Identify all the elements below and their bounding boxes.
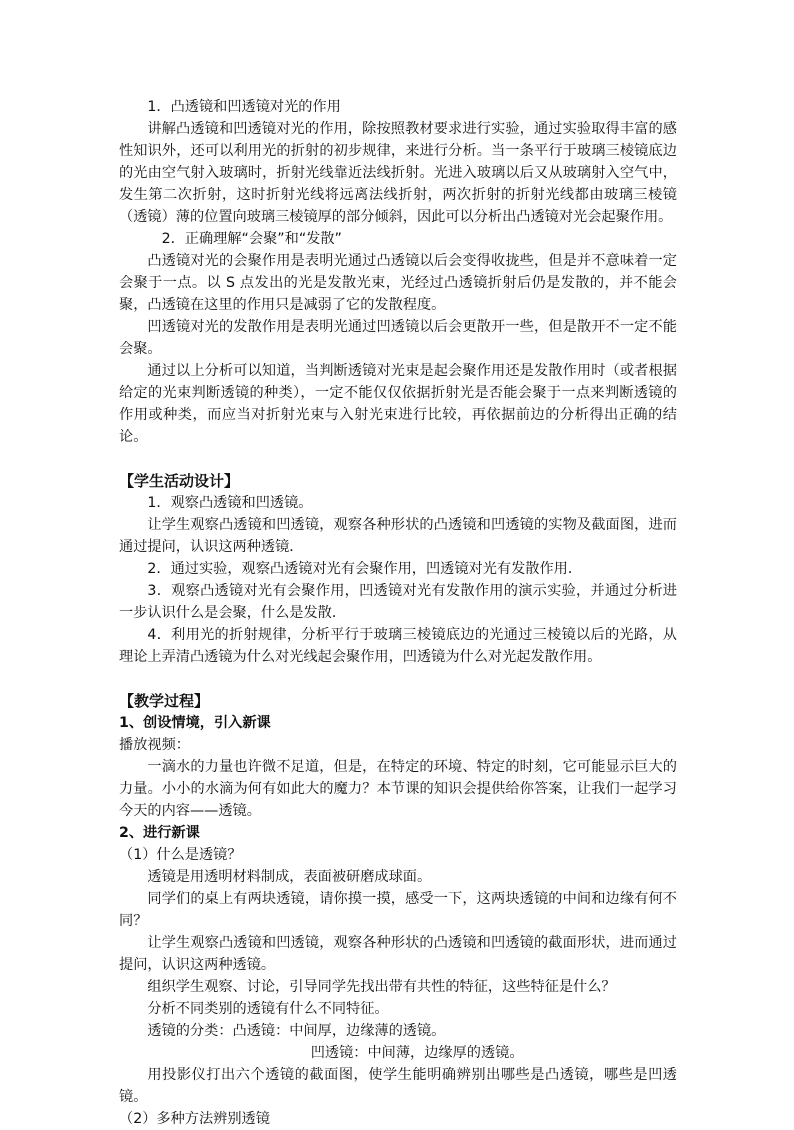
video-label: 播放视频：	[119, 737, 190, 753]
item2-title: 2．正确理解“会聚”和“发散”	[161, 231, 342, 247]
question-1: （1）什么是透镜？	[119, 847, 242, 863]
section-1-title: 1、创设情境，引入新课	[119, 715, 271, 731]
activity-heading: 【学生活动设计】	[119, 472, 240, 490]
lens-definition: 透镜是用透明材料制成，表面被研磨成球面。	[147, 869, 432, 885]
item1-paragraph: 讲解凸透镜和凹透镜对光的作用，除按照教材要求进行实验，通过实验取得丰富的感性知识外，还可以利用光的折射的初步规律，来进行分析。当一条平行于玻璃三棱镜底边的光由空气射入玻璃时，折射光线靠近法线折射。光进入玻璃以后又从玻璃射入空气中，发生第二次折射，这时折射光线将远离法线折射，两次折射的折射光线都由玻璃三棱镜（透镜）薄的位置向玻璃三棱镜厚的部分倾斜，因此可以分析出凸透镜对光会起聚作用。	[119, 121, 677, 225]
lens-analyze-text: 分析不同类别的透镜有什么不同特征。	[147, 1001, 389, 1017]
video-text: 一滴水的力量也许微不足道，但是，在特定的环境、特定的时刻，它可能显示巨大的力量。小小的水滴为何有如此大的魔力？本节课的知识会提供给你答案，让我们一起学习今天的内容——透镜。	[119, 759, 677, 819]
item2-paragraph-3: 通过以上分析可以知道，当判断透镜对光束是起会聚作用还是发散作用时（或者根据给定的光束判断透镜的种类），一定不能仅仅依据折射光是否能会聚于一点来判断透镜的作用或种类，而应当对折射光束与入射光束进行比较，再依据前边的分析得出正确的结论。	[119, 363, 677, 445]
activity-2: 2．通过实验，观察凸透镜对光有会聚作用，凹透镜对光有发散作用．	[147, 561, 583, 577]
activity-1-title: 1．观察凸透镜和凹透镜。	[147, 495, 313, 511]
concave-definition: 凹透镜：中间薄，边缘厚的透镜。	[310, 1045, 524, 1061]
lens-classification-concave	[119, 1042, 677, 1064]
item1-title: 1．凸透镜和凹透镜对光的作用	[147, 99, 341, 115]
lens-observe-text: 让学生观察凸透镜和凹透镜，观察各种形状的凸透镜和凹透镜的截面形状，进而通过提问，认识这两种透镜。	[119, 935, 677, 973]
document-page	[119, 96, 677, 1130]
process-heading: 【教学过程】	[119, 692, 210, 710]
item2-paragraph-2: 凹透镜对光的发散作用是表明光通过凹透镜以后会更散开一些，但是散开不一定不能会聚。	[119, 319, 677, 357]
activity-3: 3．观察凸透镜对光有会聚作用，凹透镜对光有发散作用的演示实验，并通过分析进一步认识什么是会聚，什么是发散．	[119, 583, 677, 621]
lens-touch-prompt: 同学们的桌上有两块透镜，请你摸一摸，感受一下，这两块透镜的中间和边缘有何不同？	[119, 891, 677, 929]
activity-4: 4．利用光的折射规律，分析平行于玻璃三棱镜底边的光通过三棱镜以后的光路，从理论上弄清凸透镜为什么对光线起会聚作用，凹透镜为什么对光起发散作用。	[119, 627, 677, 665]
section-2-title: 2、进行新课	[119, 825, 200, 841]
activity-1-text: 让学生观察凸透镜和凹透镜，观察各种形状的凸透镜和凹透镜的实物及截面图，进而通过提问，认识这两种透镜．	[119, 517, 677, 555]
lens-classification-convex: 透镜的分类：凸透镜：中间厚，边缘薄的透镜。	[147, 1023, 446, 1039]
projector-text: 用投影仪打出六个透镜的截面图，使学生能明确辨别出哪些是凸透镜，哪些是凹透镜。	[119, 1067, 677, 1105]
lens-discuss-text: 组织学生观察、讨论，引导同学先找出带有共性的特征，这些特征是什么？	[147, 979, 616, 995]
item2-paragraph-1: 凸透镜对光的会聚作用是表明光通过凸透镜以后会变得收拢些，但是并不意味着一定会聚于一点。以 S 点发出的光是发散光束，光经过凸透镜折射后仍是发散的，并不能会聚，凸透镜在这里的作用只是减弱了它的发散程度。	[119, 253, 677, 313]
question-2: （2）多种方法辨别透镜	[119, 1111, 270, 1127]
